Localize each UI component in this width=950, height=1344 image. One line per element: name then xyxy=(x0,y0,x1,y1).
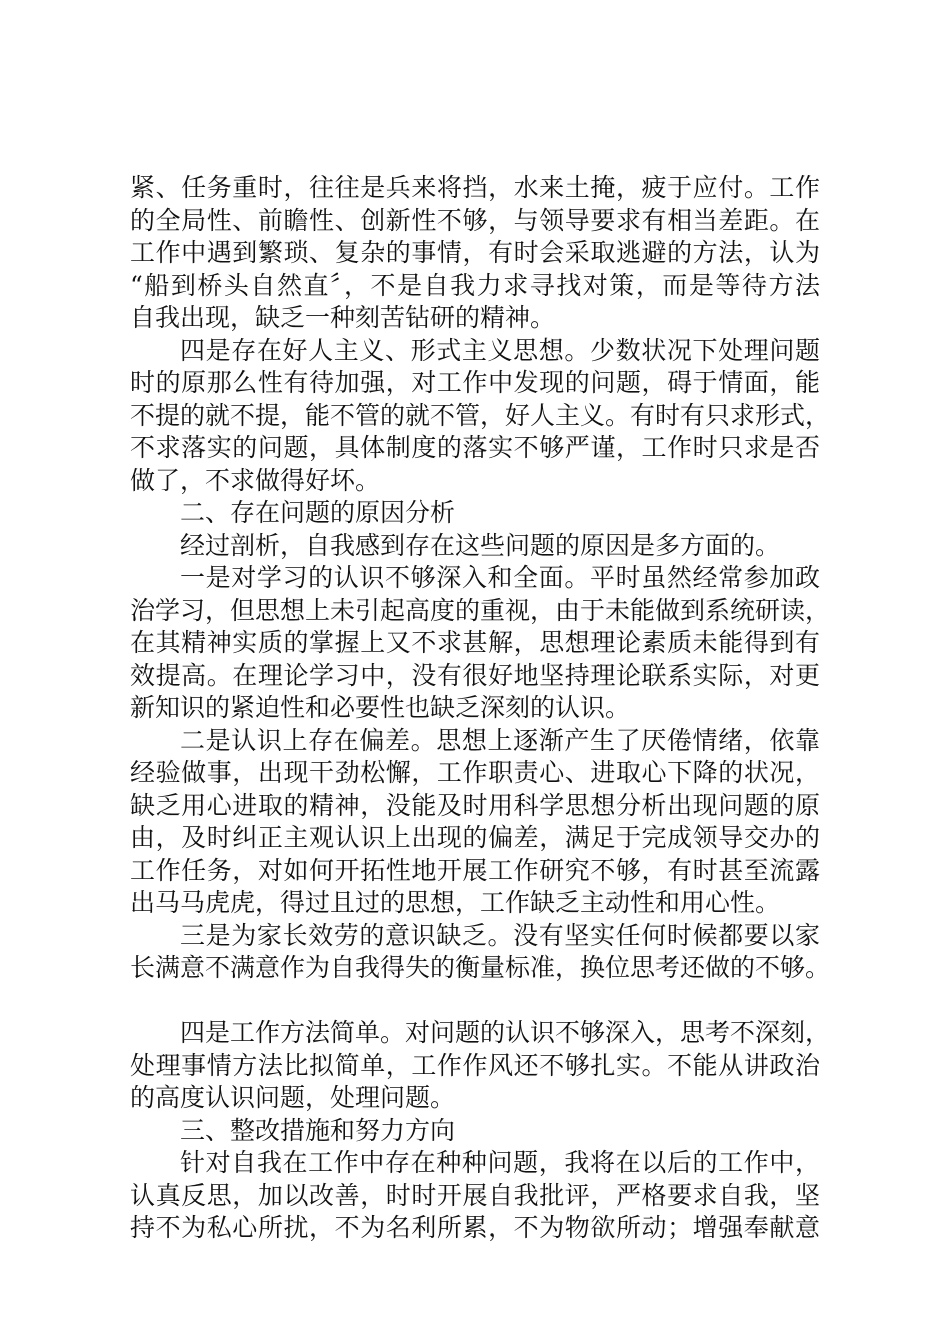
text-line: 二、存在问题的原因分析 xyxy=(180,498,456,527)
paragraph xyxy=(130,172,820,335)
text-line: 出马马虎虎，得过且过的思想，工作缺乏主动性和用心性。 xyxy=(130,888,781,917)
text-line: 经验做事，出现干劲松懈，工作职责心、进取心下降的状况， xyxy=(130,758,820,787)
paragraph xyxy=(130,725,820,920)
text-line: 三是为家长效劳的意识缺乏。没有坚实任何时候都要以家 xyxy=(180,920,820,950)
text-line: 处理事情方法比拟简单，工作作风还不够扎实。不能从讲政治 xyxy=(130,1050,820,1080)
text-line: 缺乏用心进取的精神，没能及时用科学思想分析出现问题的原 xyxy=(130,790,820,820)
paragraph xyxy=(130,562,831,725)
text-line: 一是对学习的认识不够深入和全面。平时虽然经常参加政 xyxy=(180,563,820,592)
text-line: 由，及时纠正主观认识上出现的偏差，满足于完成领导交办的 xyxy=(130,823,820,852)
text-line: 做了，不求做得好坏。 xyxy=(130,465,381,495)
text-line: 经过剖析，自我感到存在这些问题的原因是多方面的。 xyxy=(180,530,781,560)
text-line: 在其精神实质的掌握上又不求甚解，思想理论素质未能得到有 xyxy=(130,628,820,657)
text-line: 不提的就不提，能不管的就不管，好人主义。有时有只求形式， xyxy=(130,400,831,430)
text-line: 认真反思，加以改善，时时开展自我批评，严格要求自我，坚 xyxy=(130,1180,820,1210)
section-heading xyxy=(130,1115,820,1148)
text-line: 长满意不满意作为自我得失的衡量标准，换位思考还做的不够。 xyxy=(130,953,831,982)
blank-line xyxy=(130,985,820,1018)
document-body xyxy=(130,172,831,1245)
text-line: 不求落实的问题，具体制度的落实不够严谨，工作时只求是否 xyxy=(130,433,820,462)
text-line: 的全局性、前瞻性、创新性不够，与领导要求有相当差距。在 xyxy=(130,205,820,235)
paragraph xyxy=(130,530,820,563)
text-line: 自我出现，缺乏一种刻苦钻研的精神。 xyxy=(130,303,556,332)
text-line: 工作任务，对如何开拓性地开展工作研究不够，有时甚至流露 xyxy=(130,855,820,885)
text-line: 新知识的紧迫性和必要性也缺乏深刻的认识。 xyxy=(130,693,631,722)
paragraph xyxy=(130,920,831,985)
paragraph xyxy=(130,335,831,498)
text-line: 持不为私心所扰，不为名利所累，不为物欲所动；增强奉献意 xyxy=(130,1213,820,1242)
text-line: 治学习，但思想上未引起高度的重视，由于未能做到系统研读， xyxy=(130,595,831,625)
text-line: 紧、任务重时，往往是兵来将挡，水来土掩，疲于应付。工作 xyxy=(130,173,820,202)
text-line: 四是存在好人主义、形式主义思想。少数状况下处理问题 xyxy=(180,335,820,365)
paragraph xyxy=(130,1017,831,1115)
text-line: 二是认识上存在偏差。思想上逐渐产生了厌倦情绪，依靠 xyxy=(180,725,820,755)
section-heading xyxy=(130,497,820,530)
text-line: 三、整改措施和努力方向 xyxy=(180,1115,456,1145)
text-line: 针对自我在工作中存在种种问题，我将在以后的工作中， xyxy=(180,1148,820,1177)
text-line: 四是工作方法简单。对问题的认识不够深入，思考不深刻， xyxy=(180,1018,831,1047)
text-line: 的高度认识问题，处理问题。 xyxy=(130,1083,456,1112)
text-line: “船到桥头自然直〞，不是自我力求寻找对策，而是等待方法 xyxy=(130,270,820,300)
text-line: 时的原那么性有待加强，对工作中发现的问题，碍于情面，能 xyxy=(130,368,820,397)
text-line: 工作中遇到繁琐、复杂的事情，有时会采取逃避的方法，认为 xyxy=(130,238,820,267)
text-line: 效提高。在理论学习中，没有很好地坚持理论联系实际，对更 xyxy=(130,660,820,690)
paragraph xyxy=(130,1147,820,1245)
